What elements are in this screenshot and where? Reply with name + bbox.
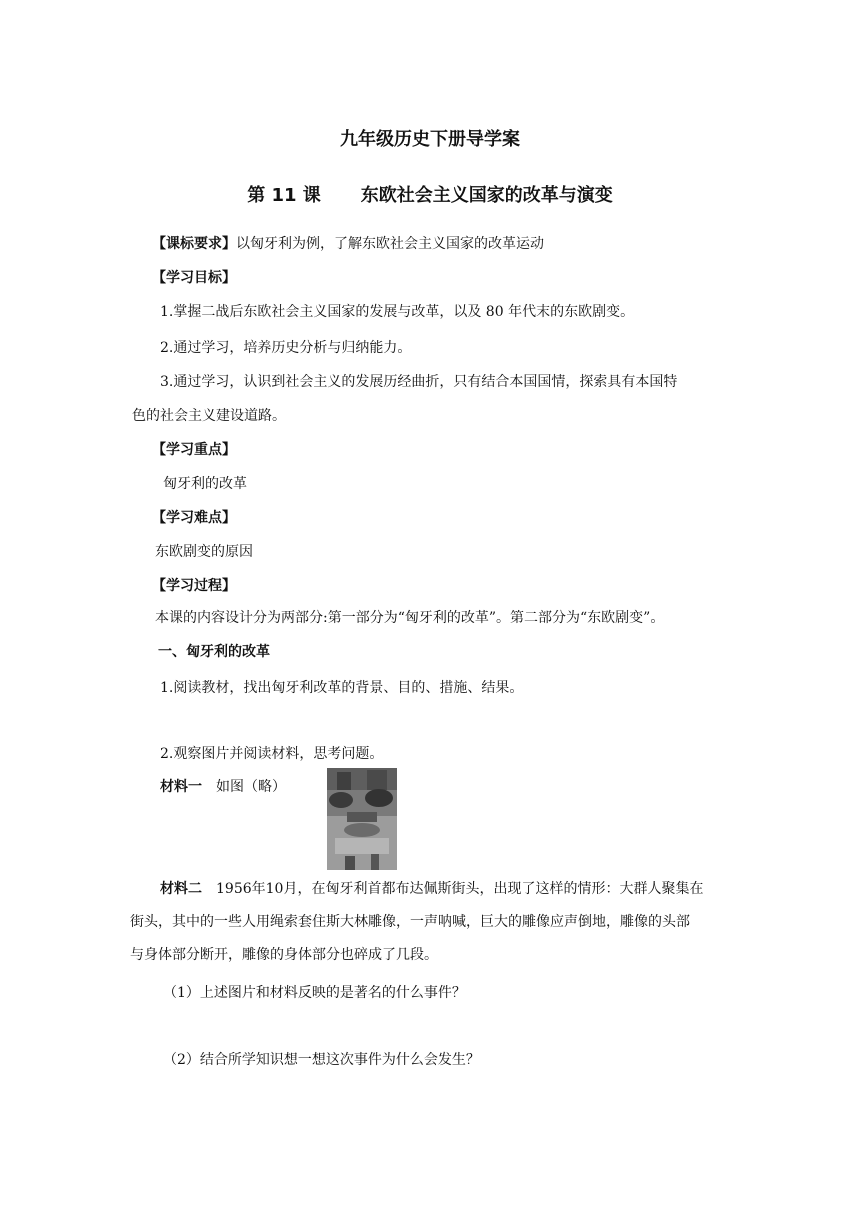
goal-3-line-2: 色的社会主义建设道路。	[132, 408, 286, 424]
standard-text: 以匈牙利为例，了解东欧社会主义国家的改革运动	[236, 236, 544, 252]
goal-1: 1.掌握二战后东欧社会主义国家的发展与改革，以及 80 年代末的东欧剧变。	[160, 304, 635, 320]
task-2: 2.观察图片并阅读材料，思考问题。	[160, 746, 384, 762]
material-1-label: 材料一	[160, 779, 202, 795]
material-1-photo	[327, 768, 397, 870]
difficulty-label: 【学习难点】	[152, 510, 236, 526]
difficulty-text: 东欧剧变的原因	[155, 544, 253, 560]
material-2-line-1	[160, 879, 703, 899]
material-2-label: 材料二	[160, 881, 202, 897]
lesson-number: 第 11 课	[247, 185, 321, 206]
standard-label: 【课标要求】	[152, 236, 236, 252]
goal-2: 2.通过学习，培养历史分析与归纳能力。	[160, 340, 412, 356]
goal-3-line-1: 3.通过学习，认识到社会主义的发展历经曲折，只有结合本国国情，探索具有本国特	[160, 374, 678, 390]
lesson-heading	[0, 184, 860, 208]
section-1-heading: 一、匈牙利的改革	[158, 644, 270, 660]
standard-line	[152, 234, 544, 254]
process-label: 【学习过程】	[152, 578, 236, 594]
goals-label: 【学习目标】	[152, 270, 236, 286]
lesson-title: 东欧社会主义国家的改革与演变	[360, 185, 613, 206]
process-text: 本课的内容设计分为两部分:第一部分为“匈牙利的改革”。第二部分为“东欧剧变”。	[155, 610, 665, 626]
photo-crowd-scene	[327, 768, 397, 870]
question-1: （1）上述图片和材料反映的是著名的什么事件？	[163, 985, 466, 1001]
question-2: （2）结合所学知识想一想这次事件为什么会发生？	[163, 1052, 480, 1068]
material-2-line-3: 与身体部分断开，雕像的身体部分也碎成了几段。	[130, 947, 438, 963]
material-1-line	[160, 777, 286, 797]
material-1-text: 如图（略）	[216, 779, 286, 795]
key-label: 【学习重点】	[152, 442, 236, 458]
material-2-text-1: 1956年10月，在匈牙利首都布达佩斯街头，出现了这样的情形：大群人聚集在	[216, 881, 704, 897]
task-1: 1.阅读教材，找出匈牙利改革的背景、目的、措施、结果。	[160, 680, 524, 696]
key-text: 匈牙利的改革	[163, 476, 247, 492]
page-title: 九年级历史下册导学案	[340, 129, 520, 150]
material-2-line-2: 街头，其中的一些人用绳索套住斯大林雕像，一声呐喊，巨大的雕像应声倒地，雕像的头部	[130, 914, 690, 930]
